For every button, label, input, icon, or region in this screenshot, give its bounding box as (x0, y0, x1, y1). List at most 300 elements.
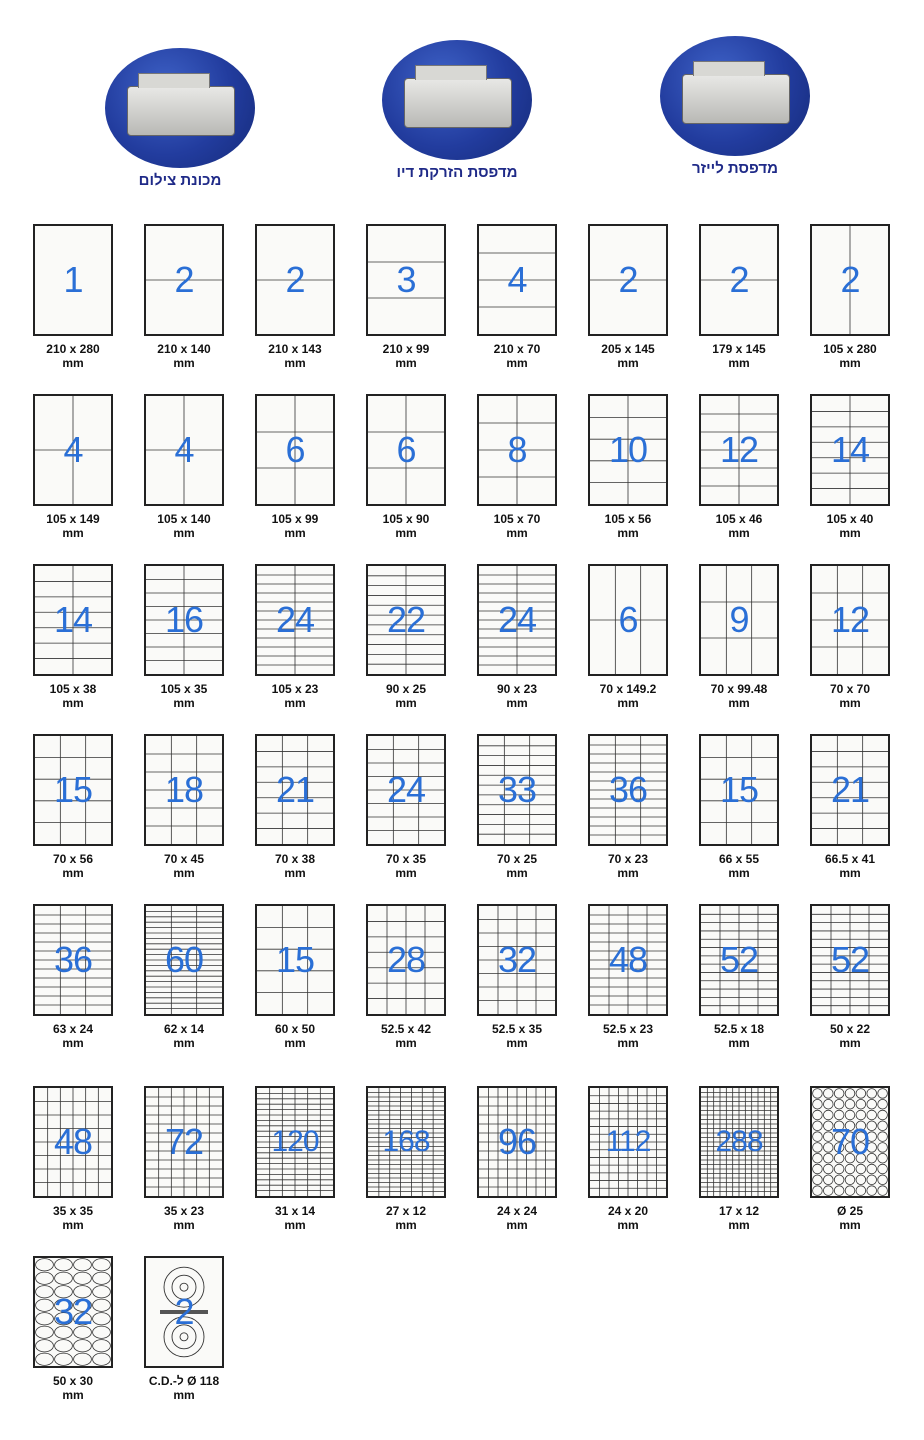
label-unit: mm (617, 1036, 639, 1050)
sheet-layout (810, 224, 890, 336)
label-size (683, 852, 795, 880)
label-unit: mm (62, 1218, 84, 1232)
label-sheet (239, 564, 351, 710)
label-count: 14 (830, 429, 870, 470)
label-unit: mm (284, 356, 306, 370)
label-dimensions: 52.5 x 23 (602, 1022, 654, 1036)
label-count: 22 (386, 599, 426, 640)
sheet-layout (477, 1086, 557, 1198)
label-dimensions: 179 x 145 (712, 342, 766, 356)
round-label (867, 1175, 877, 1185)
sheet-layout (477, 564, 557, 676)
label-dimensions: 70 x 38 (274, 852, 316, 866)
sheet-layout (33, 564, 113, 676)
label-dimensions: 105 x 99 (271, 512, 319, 526)
label-count: 12 (830, 599, 870, 640)
sheet-layout (255, 224, 335, 336)
label-count: 32 (53, 1291, 93, 1332)
sheet-layout (255, 1086, 335, 1198)
label-sheet (461, 394, 573, 540)
label-unit: mm (506, 696, 528, 710)
round-label (834, 1186, 844, 1196)
label-sheet (794, 1086, 906, 1232)
round-label (813, 1110, 823, 1120)
label-count: 6 (618, 599, 638, 640)
cd-ring (180, 1283, 188, 1291)
label-unit: mm (506, 1218, 528, 1232)
round-label (856, 1186, 866, 1196)
label-sheet (17, 394, 129, 540)
oval-label (74, 1259, 92, 1271)
round-label (834, 1175, 844, 1185)
label-unit: mm (395, 1218, 417, 1232)
label-count: 48 (608, 939, 648, 980)
sheet-layout (588, 734, 668, 846)
label-size (17, 512, 129, 540)
sheet-layout (33, 394, 113, 506)
label-sheet (683, 564, 795, 710)
label-count: 14 (53, 599, 93, 640)
label-size (128, 1022, 240, 1050)
label-size (683, 512, 795, 540)
label-sheet (461, 224, 573, 370)
label-dimensions: 17 x 12 (718, 1204, 760, 1218)
label-count: 72 (164, 1121, 204, 1162)
round-label (878, 1110, 888, 1120)
label-dimensions: Ø 25 (836, 1204, 863, 1218)
label-count: 48 (53, 1121, 93, 1162)
label-size (17, 342, 129, 370)
label-size (572, 512, 684, 540)
sheet-layout (477, 394, 557, 506)
label-dimensions: 105 x 46 (715, 512, 763, 526)
label-count: 15 (53, 769, 93, 810)
label-sheet (350, 394, 462, 540)
label-unit: mm (284, 1218, 306, 1232)
label-unit: mm (395, 1036, 417, 1050)
label-count: 15 (275, 939, 315, 980)
label-count: 4 (174, 429, 194, 470)
label-size (350, 342, 462, 370)
label-count: 3 (396, 259, 416, 300)
label-count: 70 (830, 1121, 870, 1162)
label-sheet (128, 734, 240, 880)
oval-label (93, 1272, 111, 1284)
sheet-layout (366, 904, 446, 1016)
label-dimensions: 105 x 90 (382, 512, 430, 526)
round-label (823, 1175, 833, 1185)
label-sheet (572, 564, 684, 710)
sheet-layout (588, 1086, 668, 1198)
label-unit: mm (284, 696, 306, 710)
device-caption: מכונת צילום (138, 172, 222, 189)
round-label (813, 1089, 823, 1099)
label-size (572, 682, 684, 710)
label-size (239, 1022, 351, 1050)
oval-label (55, 1353, 73, 1365)
oval-label (36, 1353, 54, 1365)
label-sheet (794, 394, 906, 540)
label-count: 10 (608, 429, 648, 470)
label-unit: mm (395, 866, 417, 880)
label-size (128, 1204, 240, 1232)
label-sheet (683, 734, 795, 880)
label-size (461, 1204, 573, 1232)
label-sheet (794, 904, 906, 1050)
sheet-layout (144, 394, 224, 506)
round-label (823, 1164, 833, 1174)
device-caption: מדפסת לייזר (692, 160, 778, 177)
label-dimensions: C.D.-ל Ø 118 (148, 1374, 220, 1388)
oval-label (36, 1340, 54, 1352)
label-sheet (17, 734, 129, 880)
round-label (845, 1164, 855, 1174)
label-count: 96 (497, 1121, 537, 1162)
round-label (878, 1089, 888, 1099)
round-label (867, 1186, 877, 1196)
label-count: 6 (396, 429, 416, 470)
label-count: 36 (608, 769, 648, 810)
label-count: 16 (164, 599, 204, 640)
round-label (845, 1186, 855, 1196)
label-count: 24 (497, 599, 537, 640)
sheet-layout (588, 904, 668, 1016)
oval-label (74, 1272, 92, 1284)
cd-ring (180, 1333, 188, 1341)
label-dimensions: 70 x 35 (385, 852, 427, 866)
label-sheet (350, 224, 462, 370)
label-unit: mm (173, 866, 195, 880)
label-unit: mm (395, 696, 417, 710)
round-label (845, 1089, 855, 1099)
label-sheet (128, 904, 240, 1050)
label-size (794, 852, 906, 880)
label-sheet (17, 1256, 129, 1402)
label-unit: mm (284, 526, 306, 540)
label-size (350, 1204, 462, 1232)
label-unit: mm (173, 1036, 195, 1050)
round-label (878, 1186, 888, 1196)
label-dimensions: 24 x 20 (607, 1204, 649, 1218)
round-label (856, 1175, 866, 1185)
round-label (813, 1175, 823, 1185)
label-count: 21 (830, 769, 870, 810)
label-size (794, 1204, 906, 1232)
label-count: 21 (275, 769, 315, 810)
label-unit: mm (62, 1388, 84, 1402)
label-count: 8 (507, 429, 527, 470)
label-dimensions: 90 x 25 (385, 682, 427, 696)
oval-label (93, 1340, 111, 1352)
round-label (845, 1175, 855, 1185)
round-label (823, 1186, 833, 1196)
round-label (856, 1110, 866, 1120)
label-sheet (350, 1086, 462, 1232)
label-size (239, 1204, 351, 1232)
sheet-layout (255, 564, 335, 676)
round-label (845, 1110, 855, 1120)
label-dimensions: 60 x 50 (274, 1022, 316, 1036)
label-dimensions: 24 x 24 (496, 1204, 538, 1218)
round-label (867, 1110, 877, 1120)
oval-label (93, 1353, 111, 1365)
label-sheet (128, 564, 240, 710)
label-dimensions: 105 x 35 (160, 682, 208, 696)
sheet-layout (477, 224, 557, 336)
label-dimensions: 27 x 12 (385, 1204, 427, 1218)
round-label (845, 1099, 855, 1109)
label-count: 9 (729, 599, 749, 640)
label-dimensions: 50 x 22 (829, 1022, 871, 1036)
label-count: 36 (53, 939, 93, 980)
label-unit: mm (839, 1218, 861, 1232)
label-size (683, 682, 795, 710)
label-unit: mm (617, 866, 639, 880)
sheet-layout (144, 904, 224, 1016)
label-sheet (572, 734, 684, 880)
label-sheet (683, 1086, 795, 1232)
label-dimensions: 52.5 x 18 (713, 1022, 765, 1036)
label-size (461, 852, 573, 880)
label-size (794, 512, 906, 540)
label-unit: mm (62, 696, 84, 710)
oval-label (55, 1259, 73, 1271)
label-sheet (461, 564, 573, 710)
label-dimensions: 105 x 38 (49, 682, 97, 696)
label-size (794, 1022, 906, 1050)
label-size (794, 342, 906, 370)
label-sheet (794, 734, 906, 880)
label-sheet (128, 394, 240, 540)
label-size (683, 1204, 795, 1232)
sheet-layout (810, 734, 890, 846)
label-dimensions: 70 x 45 (163, 852, 205, 866)
label-sheet (461, 1086, 573, 1232)
label-unit: mm (617, 526, 639, 540)
round-label (856, 1099, 866, 1109)
sheet-layout (699, 1086, 779, 1198)
round-label (867, 1089, 877, 1099)
label-count: 120 (271, 1125, 319, 1158)
label-unit: mm (728, 1036, 750, 1050)
sheet-layout (366, 224, 446, 336)
round-label (834, 1099, 844, 1109)
label-unit: mm (395, 356, 417, 370)
label-unit: mm (284, 1036, 306, 1050)
label-size (683, 1022, 795, 1050)
label-unit: mm (62, 866, 84, 880)
sheet-layout (144, 564, 224, 676)
sheet-layout (33, 904, 113, 1016)
label-dimensions: 90 x 23 (496, 682, 538, 696)
label-unit: mm (62, 356, 84, 370)
label-dimensions: 62 x 14 (163, 1022, 205, 1036)
round-label (878, 1099, 888, 1109)
label-sheet (128, 1256, 240, 1402)
label-sheet (572, 394, 684, 540)
sheet-layout (33, 734, 113, 846)
sheet-layout (366, 734, 446, 846)
label-dimensions: 31 x 14 (274, 1204, 316, 1218)
label-count: 4 (63, 429, 83, 470)
label-sheet (683, 394, 795, 540)
label-sheet (239, 1086, 351, 1232)
oval-label (36, 1259, 54, 1271)
sheet-layout (810, 1086, 890, 1198)
label-count: 52 (830, 939, 870, 980)
label-dimensions: 52.5 x 42 (380, 1022, 432, 1036)
label-sheet (17, 904, 129, 1050)
sheet-layout (144, 1256, 224, 1368)
label-unit: mm (839, 866, 861, 880)
label-dimensions: 105 x 56 (604, 512, 652, 526)
sheet-layout (477, 734, 557, 846)
label-unit: mm (617, 356, 639, 370)
label-unit: mm (284, 866, 306, 880)
label-count: 112 (605, 1125, 651, 1158)
label-dimensions: 50 x 30 (52, 1374, 94, 1388)
label-count: 2 (729, 259, 749, 300)
label-sheet (683, 904, 795, 1050)
label-sheet (350, 904, 462, 1050)
label-size (128, 682, 240, 710)
label-count: 1 (63, 259, 83, 300)
label-sheet (461, 734, 573, 880)
label-size (572, 1204, 684, 1232)
label-sheet (683, 224, 795, 370)
label-count: 6 (285, 429, 305, 470)
label-dimensions: 210 x 70 (493, 342, 541, 356)
label-count: 60 (164, 939, 204, 980)
sheet-layout (255, 394, 335, 506)
label-dimensions: 70 x 99.48 (710, 682, 768, 696)
label-size (572, 342, 684, 370)
label-unit: mm (173, 696, 195, 710)
label-dimensions: 70 x 56 (52, 852, 94, 866)
label-sheet (17, 224, 129, 370)
sheet-layout (255, 904, 335, 1016)
label-unit: mm (173, 356, 195, 370)
label-count: 24 (275, 599, 315, 640)
label-unit: mm (506, 866, 528, 880)
sheet-layout (33, 224, 113, 336)
label-size (17, 682, 129, 710)
label-size (350, 682, 462, 710)
label-unit: mm (728, 696, 750, 710)
label-size (17, 1374, 129, 1402)
label-unit: mm (728, 1218, 750, 1232)
sheet-layout (144, 1086, 224, 1198)
label-dimensions: 105 x 70 (493, 512, 541, 526)
label-size (239, 342, 351, 370)
label-dimensions: 105 x 140 (157, 512, 211, 526)
label-size (17, 1022, 129, 1050)
round-label (878, 1175, 888, 1185)
label-sheet (239, 734, 351, 880)
sheet-layout (33, 1086, 113, 1198)
label-dimensions: 35 x 35 (52, 1204, 94, 1218)
sheet-layout (588, 394, 668, 506)
label-count: 28 (386, 939, 426, 980)
label-size (128, 1374, 240, 1402)
label-sheet (794, 224, 906, 370)
round-label (834, 1089, 844, 1099)
label-count: 18 (164, 769, 204, 810)
label-unit: mm (506, 1036, 528, 1050)
sheet-layout (699, 904, 779, 1016)
label-size (461, 512, 573, 540)
label-size (350, 512, 462, 540)
label-dimensions: 63 x 24 (52, 1022, 94, 1036)
label-count: 24 (386, 769, 426, 810)
oval-label (55, 1340, 73, 1352)
round-label (823, 1110, 833, 1120)
label-size (461, 342, 573, 370)
label-count: 288 (715, 1125, 763, 1158)
label-sheet (572, 904, 684, 1050)
label-count: 2 (174, 259, 194, 300)
sheet-layout (810, 904, 890, 1016)
label-sheet (239, 224, 351, 370)
sheet-layout (366, 564, 446, 676)
label-size (17, 852, 129, 880)
label-unit: mm (62, 526, 84, 540)
label-count: 12 (719, 429, 759, 470)
round-label (856, 1164, 866, 1174)
label-dimensions: 70 x 149.2 (599, 682, 657, 696)
label-unit: mm (617, 696, 639, 710)
label-count: 168 (382, 1125, 430, 1158)
label-unit: mm (728, 866, 750, 880)
label-sheet (350, 734, 462, 880)
label-size (239, 512, 351, 540)
label-dimensions: 210 x 143 (268, 342, 322, 356)
label-unit: mm (506, 526, 528, 540)
label-dimensions: 52.5 x 35 (491, 1022, 543, 1036)
oval-label (55, 1272, 73, 1284)
label-unit: mm (173, 526, 195, 540)
label-unit: mm (62, 1036, 84, 1050)
label-size (350, 852, 462, 880)
label-dimensions: 205 x 145 (601, 342, 655, 356)
label-dimensions: 66 x 55 (718, 852, 760, 866)
sheet-layout (699, 564, 779, 676)
label-size (239, 852, 351, 880)
label-unit: mm (173, 1218, 195, 1232)
label-size (350, 1022, 462, 1050)
label-size (683, 342, 795, 370)
label-sheet (572, 1086, 684, 1232)
label-sheet (128, 224, 240, 370)
label-dimensions: 105 x 23 (271, 682, 319, 696)
round-label (823, 1089, 833, 1099)
label-dimensions: 210 x 140 (157, 342, 211, 356)
label-count: 15 (719, 769, 759, 810)
label-unit: mm (506, 356, 528, 370)
label-unit: mm (617, 1218, 639, 1232)
round-label (813, 1164, 823, 1174)
label-count: 2 (285, 259, 305, 300)
label-count: 2 (174, 1291, 194, 1332)
label-unit: mm (839, 696, 861, 710)
label-size (461, 1022, 573, 1050)
label-unit: mm (839, 526, 861, 540)
sheet-layout (33, 1256, 113, 1368)
oval-label (93, 1259, 111, 1271)
sheet-layout (699, 224, 779, 336)
sheet-layout (144, 224, 224, 336)
round-label (813, 1186, 823, 1196)
